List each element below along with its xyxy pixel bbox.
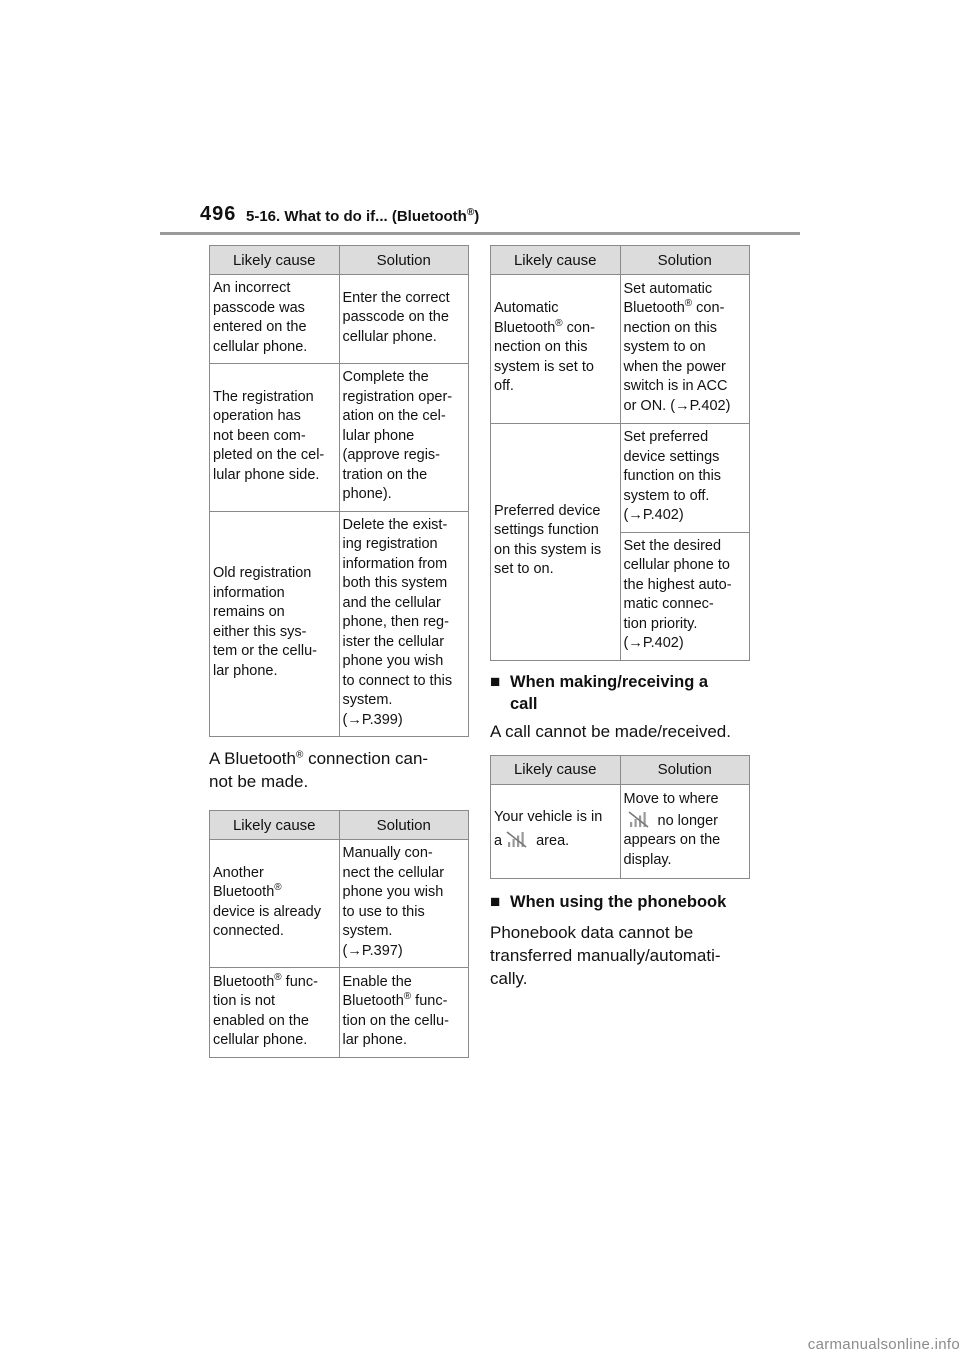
watermark: carmanualsonline.info: [807, 1336, 960, 1353]
solution-cell: Enable the Bluetooth® func- tion on the cellu- lar phone.: [339, 968, 469, 1058]
solution-cell: Set preferred device settings function on this system to off. (→P.402): [620, 424, 750, 533]
cause-cell: Automatic Bluetooth® con- nection on this system is set to off.: [491, 275, 621, 424]
no-signal-icon: [627, 810, 651, 828]
table-header-row: [210, 246, 469, 275]
table-registration: [209, 245, 469, 737]
page-header: [160, 203, 800, 233]
table-row: [491, 275, 750, 424]
subheading-making-call: ■ When making/receiving a call: [490, 671, 709, 713]
page-number: 496: [200, 203, 237, 225]
page-reference: →P.402): [675, 397, 731, 414]
header-solution: Solution: [620, 755, 750, 784]
solution-cell: Complete the registration oper- ation on the cel- lular phone (approve regis- tration on the phone).: [339, 364, 469, 512]
subheading-phonebook: ■ When using the phonebook: [490, 891, 727, 911]
cause-cell: Another Bluetooth® device is already connected.: [210, 840, 340, 968]
solution-cell: Delete the exist- ing registration information from both this system and the cellular phone, then reg- ister the cellular phone you wish to connect to this system. (→P.399): [339, 511, 469, 737]
page-reference: →P.399): [347, 711, 403, 728]
header-solution: Solution: [339, 811, 469, 840]
table-row: [210, 511, 469, 737]
header-likely-cause: Likely cause: [210, 246, 340, 275]
header-solution: Solution: [620, 246, 750, 275]
page-reference: →P.402): [628, 507, 684, 523]
table-row: [491, 784, 750, 878]
no-signal-icon: [505, 830, 529, 848]
table-auto-connection: [490, 245, 750, 661]
section-phonebook: [490, 891, 750, 990]
header-solution: Solution: [339, 246, 469, 275]
left-column: [209, 245, 469, 1058]
table-row: [491, 424, 750, 533]
solution-cell: Set automatic Bluetooth® con- nection on this system to on when the power switch is in ACC or ON. (→P.402): [620, 275, 750, 424]
paragraph-connection: A Bluetooth® connection can- not be made.: [209, 749, 429, 791]
section-title: 5-16. What to do if... (Bluetooth®): [246, 207, 480, 225]
table-connection: [209, 810, 469, 1058]
cause-cell: Old registration information remains on either this sys- tem or the cellu- lar phone.: [210, 511, 340, 737]
header-likely-cause: Likely cause: [491, 246, 621, 275]
table-header-row: [491, 755, 750, 784]
cause-cell: The registration operation has not been com- pleted on the cel- lular phone side.: [210, 364, 340, 512]
solution-cell: Move to where no longer appears on the display.: [620, 784, 750, 878]
page-reference: →P.402): [628, 635, 684, 651]
cause-cell: An incorrect passcode was entered on the cellular phone.: [210, 275, 340, 364]
table-row: [210, 364, 469, 512]
section-making-call: [490, 671, 750, 743]
paragraph-phonebook: Phonebook data cannot be transferred manually/automati- cally.: [490, 922, 721, 988]
square-bullet: ■: [490, 891, 501, 911]
solution-cell: Enter the correct passcode on the cellular phone.: [339, 275, 469, 364]
cause-cell: Bluetooth® func- tion is not enabled on the cellular phone.: [210, 968, 340, 1058]
table-header-row: [210, 811, 469, 840]
header-likely-cause: Likely cause: [491, 755, 621, 784]
header-rule: [160, 232, 800, 235]
table-row: [210, 840, 469, 968]
page-reference: →P.397): [347, 942, 403, 959]
table-row: [210, 968, 469, 1058]
table-row: [210, 275, 469, 364]
cause-cell: Your vehicle is in a area.: [491, 784, 621, 878]
paragraph-call: A call cannot be made/received.: [490, 721, 731, 741]
header-likely-cause: Likely cause: [210, 811, 340, 840]
square-bullet: ■: [490, 671, 501, 691]
table-call: [490, 755, 750, 879]
right-column: [490, 245, 750, 990]
solution-cell: Manually con- nect the cellular phone you wish to use to this system. (→P.397): [339, 840, 469, 968]
cause-cell: Preferred device settings function on this system is set to on.: [491, 424, 621, 661]
table-header-row: [491, 246, 750, 275]
solution-cell: Set the desired cellular phone to the highest auto- matic connec- tion priority. (→P.402): [620, 532, 750, 660]
